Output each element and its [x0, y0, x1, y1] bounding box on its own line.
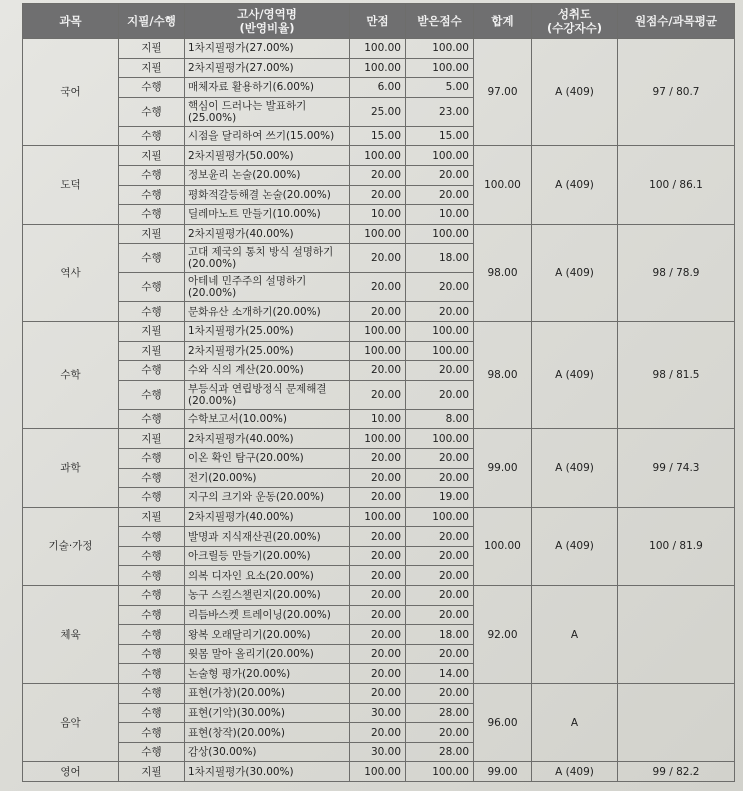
achievement-grade: A (409): [532, 321, 618, 428]
full-score: 20.00: [350, 723, 406, 743]
header-subject: 과목: [23, 4, 119, 39]
table-row: [23, 586, 735, 606]
assessment-item: 고대 제국의 통치 방식 설명하기(20.00%): [185, 244, 350, 273]
assessment-item: 2차지필평가(25.00%): [185, 341, 350, 361]
exam-type: 지필: [119, 507, 185, 527]
assessment-item: 정보윤리 논술(20.00%): [185, 165, 350, 185]
header-grade: [532, 4, 618, 39]
assessment-item: 핵심이 드러나는 발표하기(25.00%): [185, 97, 350, 126]
full-score: 20.00: [350, 625, 406, 645]
achievement-grade: A (409): [532, 39, 618, 146]
subject-total: 96.00: [474, 684, 532, 762]
received-score: 14.00: [406, 664, 474, 684]
assessment-item: 2차지필평가(27.00%): [185, 58, 350, 78]
full-score: 30.00: [350, 742, 406, 762]
received-score: 20.00: [406, 185, 474, 205]
received-score: 20.00: [406, 273, 474, 302]
exam-type: 수행: [119, 644, 185, 664]
raw-score-average: 98 / 78.9: [618, 224, 735, 321]
achievement-grade: A (409): [532, 507, 618, 585]
received-score: 20.00: [406, 723, 474, 743]
full-score: 20.00: [350, 302, 406, 322]
received-score: 20.00: [406, 302, 474, 322]
full-score: 20.00: [350, 566, 406, 586]
raw-score-average: [618, 586, 735, 684]
exam-type: 수행: [119, 448, 185, 468]
table-row: [23, 762, 735, 782]
exam-type: 수행: [119, 273, 185, 302]
subject-name: 영어: [23, 762, 119, 782]
full-score: 100.00: [350, 224, 406, 244]
received-score: 20.00: [406, 468, 474, 488]
full-score: 100.00: [350, 429, 406, 449]
raw-score-average: 99 / 82.2: [618, 762, 735, 782]
full-score: 100.00: [350, 507, 406, 527]
table-row: [23, 224, 735, 244]
assessment-item: 아테네 민주주의 설명하기(20.00%): [185, 273, 350, 302]
assessment-item: 부등식과 연립방정식 문제해결(20.00%): [185, 380, 350, 409]
table-row: [23, 429, 735, 449]
full-score: 20.00: [350, 273, 406, 302]
full-score: 10.00: [350, 205, 406, 225]
full-score: 20.00: [350, 448, 406, 468]
exam-type: 지필: [119, 39, 185, 59]
achievement-grade: A (409): [532, 146, 618, 224]
full-score: 100.00: [350, 39, 406, 59]
received-score: 18.00: [406, 244, 474, 273]
header-item-line1: 고사/영역명: [237, 7, 297, 21]
header-grade-line2: (수강자수): [547, 21, 602, 35]
exam-type: 수행: [119, 723, 185, 743]
achievement-grade: A (409): [532, 762, 618, 782]
header-avg: 원점수/과목평균: [618, 4, 735, 39]
received-score: 20.00: [406, 644, 474, 664]
header-item-line2: (반영비율): [239, 21, 295, 35]
received-score: 20.00: [406, 165, 474, 185]
exam-type: 지필: [119, 146, 185, 166]
exam-type: 수행: [119, 185, 185, 205]
assessment-item: 매체자료 활용하기(6.00%): [185, 78, 350, 98]
exam-type: 수행: [119, 244, 185, 273]
exam-type: 수행: [119, 586, 185, 606]
received-score: 100.00: [406, 321, 474, 341]
full-score: 100.00: [350, 146, 406, 166]
subject-total: 99.00: [474, 762, 532, 782]
assessment-item: 수와 식의 계산(20.00%): [185, 361, 350, 381]
subject-name: 역사: [23, 224, 119, 321]
raw-score-average: 99 / 74.3: [618, 429, 735, 507]
received-score: 23.00: [406, 97, 474, 126]
received-score: 5.00: [406, 78, 474, 98]
assessment-item: 1차지필평가(27.00%): [185, 39, 350, 59]
exam-type: 수행: [119, 165, 185, 185]
achievement-grade: A (409): [532, 429, 618, 507]
full-score: 10.00: [350, 409, 406, 429]
table-row: [23, 146, 735, 166]
grades-table: [22, 3, 735, 782]
exam-type: 지필: [119, 224, 185, 244]
table-row: [23, 507, 735, 527]
grades-body: [23, 39, 735, 782]
received-score: 20.00: [406, 566, 474, 586]
header-full: 만점: [350, 4, 406, 39]
assessment-item: 2차지필평가(50.00%): [185, 146, 350, 166]
achievement-grade: A: [532, 586, 618, 684]
assessment-item: 지구의 크기와 운동(20.00%): [185, 488, 350, 508]
exam-type: 수행: [119, 625, 185, 645]
subject-total: 100.00: [474, 507, 532, 585]
full-score: 20.00: [350, 546, 406, 566]
assessment-item: 문화유산 소개하기(20.00%): [185, 302, 350, 322]
assessment-item: 논술형 평가(20.00%): [185, 664, 350, 684]
subject-total: 92.00: [474, 586, 532, 684]
assessment-item: 아크릴등 만들기(20.00%): [185, 546, 350, 566]
achievement-grade: A: [532, 684, 618, 762]
assessment-item: 이온 확인 탐구(20.00%): [185, 448, 350, 468]
assessment-item: 표현(창작)(20.00%): [185, 723, 350, 743]
received-score: 20.00: [406, 684, 474, 704]
subject-name: 과학: [23, 429, 119, 507]
assessment-item: 2차지필평가(40.00%): [185, 507, 350, 527]
assessment-item: 2차지필평가(40.00%): [185, 224, 350, 244]
received-score: 100.00: [406, 341, 474, 361]
exam-type: 지필: [119, 762, 185, 782]
assessment-item: 감상(30.00%): [185, 742, 350, 762]
full-score: 100.00: [350, 762, 406, 782]
header-total: 합계: [474, 4, 532, 39]
assessment-item: 시점을 달리하여 쓰기(15.00%): [185, 126, 350, 146]
full-score: 6.00: [350, 78, 406, 98]
assessment-item: 표현(가창)(20.00%): [185, 684, 350, 704]
raw-score-average: 97 / 80.7: [618, 39, 735, 146]
assessment-item: 의복 디자인 요소(20.00%): [185, 566, 350, 586]
assessment-item: 1차지필평가(25.00%): [185, 321, 350, 341]
assessment-item: 왕복 오래달리기(20.00%): [185, 625, 350, 645]
subject-name: 기술·가정: [23, 507, 119, 585]
full-score: 20.00: [350, 527, 406, 547]
received-score: 100.00: [406, 507, 474, 527]
received-score: 20.00: [406, 361, 474, 381]
exam-type: 수행: [119, 703, 185, 723]
full-score: 25.00: [350, 97, 406, 126]
full-score: 20.00: [350, 165, 406, 185]
assessment-item: 평화적갈등해결 논술(20.00%): [185, 185, 350, 205]
exam-type: 수행: [119, 605, 185, 625]
header-row: [23, 4, 735, 39]
full-score: 20.00: [350, 664, 406, 684]
exam-type: 수행: [119, 409, 185, 429]
raw-score-average: 100 / 81.9: [618, 507, 735, 585]
full-score: 100.00: [350, 341, 406, 361]
received-score: 15.00: [406, 126, 474, 146]
received-score: 20.00: [406, 448, 474, 468]
exam-type: 수행: [119, 205, 185, 225]
subject-name: 도덕: [23, 146, 119, 224]
received-score: 18.00: [406, 625, 474, 645]
subject-total: 98.00: [474, 224, 532, 321]
assessment-item: 표현(기악)(30.00%): [185, 703, 350, 723]
received-score: 100.00: [406, 39, 474, 59]
full-score: 20.00: [350, 468, 406, 488]
exam-type: 수행: [119, 468, 185, 488]
header-type: 지필/수행: [119, 4, 185, 39]
exam-type: 수행: [119, 546, 185, 566]
full-score: 20.00: [350, 684, 406, 704]
exam-type: 수행: [119, 684, 185, 704]
exam-type: 수행: [119, 97, 185, 126]
full-score: 20.00: [350, 380, 406, 409]
received-score: 100.00: [406, 429, 474, 449]
exam-type: 지필: [119, 429, 185, 449]
full-score: 15.00: [350, 126, 406, 146]
received-score: 28.00: [406, 742, 474, 762]
received-score: 10.00: [406, 205, 474, 225]
exam-type: 수행: [119, 361, 185, 381]
table-row: [23, 39, 735, 59]
full-score: 20.00: [350, 244, 406, 273]
raw-score-average: 100 / 86.1: [618, 146, 735, 224]
subject-total: 100.00: [474, 146, 532, 224]
received-score: 100.00: [406, 224, 474, 244]
full-score: 20.00: [350, 488, 406, 508]
header-grade-line1: 성취도: [557, 7, 592, 21]
subject-total: 99.00: [474, 429, 532, 507]
exam-type: 수행: [119, 527, 185, 547]
assessment-item: 농구 스킬스챌린지(20.00%): [185, 586, 350, 606]
full-score: 20.00: [350, 605, 406, 625]
header-item: [185, 4, 350, 39]
assessment-item: 딜레마노트 만들기(10.00%): [185, 205, 350, 225]
subject-name: 체육: [23, 586, 119, 684]
assessment-item: 전기(20.00%): [185, 468, 350, 488]
exam-type: 지필: [119, 58, 185, 78]
raw-score-average: [618, 684, 735, 762]
exam-type: 수행: [119, 302, 185, 322]
exam-type: 수행: [119, 488, 185, 508]
full-score: 100.00: [350, 321, 406, 341]
exam-type: 수행: [119, 380, 185, 409]
exam-type: 수행: [119, 78, 185, 98]
exam-type: 지필: [119, 321, 185, 341]
received-score: 100.00: [406, 762, 474, 782]
received-score: 28.00: [406, 703, 474, 723]
received-score: 20.00: [406, 605, 474, 625]
full-score: 100.00: [350, 58, 406, 78]
received-score: 100.00: [406, 146, 474, 166]
received-score: 20.00: [406, 586, 474, 606]
received-score: 8.00: [406, 409, 474, 429]
header-score: 받은점수: [406, 4, 474, 39]
table-row: [23, 684, 735, 704]
achievement-grade: A (409): [532, 224, 618, 321]
assessment-item: 리듬바스켓 트레이닝(20.00%): [185, 605, 350, 625]
subject-name: 국어: [23, 39, 119, 146]
assessment-item: 2차지필평가(40.00%): [185, 429, 350, 449]
full-score: 30.00: [350, 703, 406, 723]
assessment-item: 수학보고서(10.00%): [185, 409, 350, 429]
exam-type: 수행: [119, 126, 185, 146]
full-score: 20.00: [350, 361, 406, 381]
subject-total: 98.00: [474, 321, 532, 428]
assessment-item: 발명과 지식재산권(20.00%): [185, 527, 350, 547]
full-score: 20.00: [350, 185, 406, 205]
received-score: 20.00: [406, 546, 474, 566]
assessment-item: 1차지필평가(30.00%): [185, 762, 350, 782]
full-score: 20.00: [350, 586, 406, 606]
subject-name: 수학: [23, 321, 119, 428]
table-row: [23, 321, 735, 341]
exam-type: 수행: [119, 664, 185, 684]
exam-type: 수행: [119, 742, 185, 762]
subject-total: 97.00: [474, 39, 532, 146]
assessment-item: 윗몸 말아 올리기(20.00%): [185, 644, 350, 664]
received-score: 100.00: [406, 58, 474, 78]
full-score: 20.00: [350, 644, 406, 664]
subject-name: 음악: [23, 684, 119, 762]
received-score: 20.00: [406, 380, 474, 409]
received-score: 20.00: [406, 527, 474, 547]
received-score: 19.00: [406, 488, 474, 508]
exam-type: 수행: [119, 566, 185, 586]
raw-score-average: 98 / 81.5: [618, 321, 735, 428]
exam-type: 지필: [119, 341, 185, 361]
